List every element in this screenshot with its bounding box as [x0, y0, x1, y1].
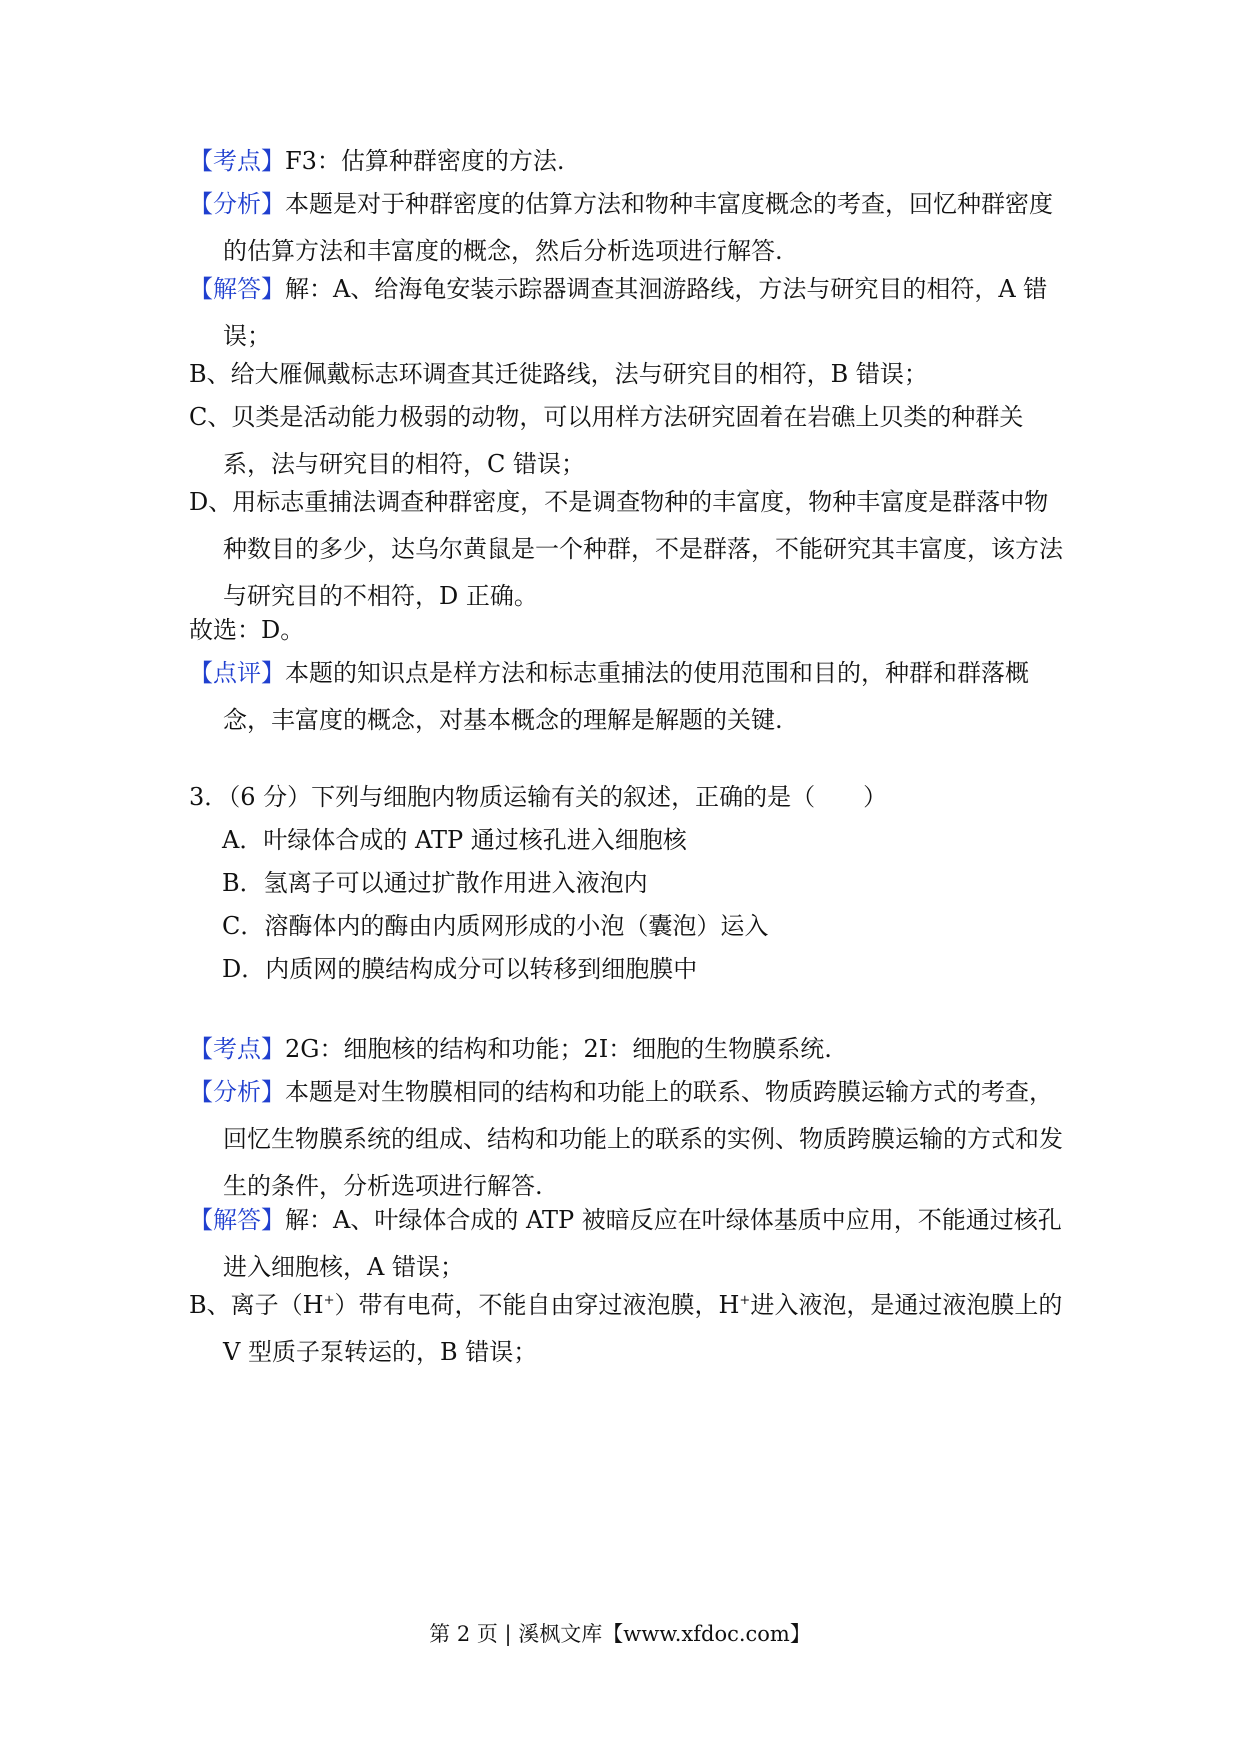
fenxi-2: 【分析】本题是对生物膜相同的结构和功能上的联系、物质跨膜运输方式的考查，回忆生物膜系统的组成、结构和功能上的联系的实例、物质跨膜运输的方式和发生的条件，分析选项进行解答.	[189, 1078, 1063, 1200]
answer-c-1: C、贝类是活动能力极弱的动物，可以用样方法研究固着在岩礁上贝类的种群关系，法与研究目的相符，C 错误；	[189, 403, 1024, 478]
kaodian-2: 【考点】2G：细胞核的结构和功能；2I：细胞的生物膜系统.	[189, 1035, 832, 1063]
jieda-1: 【解答】解：A、给海龟安装示踪器调查其洄游路线，方法与研究目的相符，A 错误；	[189, 275, 1048, 350]
jieda-2: 【解答】解：A、叶绿体合成的 ATP 被暗反应在叶绿体基质中应用，不能通过核孔进入细胞核，A 错误；	[189, 1206, 1062, 1281]
option-c: C．溶酶体内的酶由内质网形成的小泡（囊泡）运入	[222, 912, 769, 940]
question-stem: 3．（6 分）下列与细胞内物质运输有关的叙述，正确的是（ ）	[189, 783, 888, 811]
answer-b-2: B、离子（H+）带有电荷，不能自由穿过液泡膜，H+进入液泡，是通过液泡膜上的 V 型质子泵转运的，B 错误；	[189, 1291, 1063, 1366]
fenxi-1: 【分析】本题是对于种群密度的估算方法和物种丰富度概念的考查，回忆种群密度的估算方法和丰富度的概念，然后分析选项进行解答.	[189, 190, 1053, 265]
conclusion-1: 故选：D。	[189, 616, 305, 644]
dianping-1: 【点评】本题的知识点是样方法和标志重捕法的使用范围和目的，种群和群落概念，丰富度的概念，对基本概念的理解是解题的关键.	[189, 659, 1029, 734]
option-a: A．叶绿体合成的 ATP 通过核孔进入细胞核	[222, 826, 687, 854]
option-b: B．氢离子可以通过扩散作用进入液泡内	[222, 869, 648, 897]
answer-b-1: B、给大雁佩戴标志环调查其迁徙路线，法与研究目的相符，B 错误；	[189, 360, 928, 388]
kaodian-1: 【考点】F3：估算种群密度的方法.	[189, 147, 565, 175]
option-d: D．内质网的膜结构成分可以转移到细胞膜中	[222, 955, 698, 983]
page-footer: 第 2 页 | 溪枫文库【www.xfdoc.com】	[429, 1622, 811, 1646]
answer-d-1: D、用标志重捕法调查种群密度，不是调查物种的丰富度，物种丰富度是群落中物种数目的多少，达乌尔黄鼠是一个种群，不是群落，不能研究其丰富度，该方法与研究目的不相符，D 正确。	[189, 488, 1063, 610]
